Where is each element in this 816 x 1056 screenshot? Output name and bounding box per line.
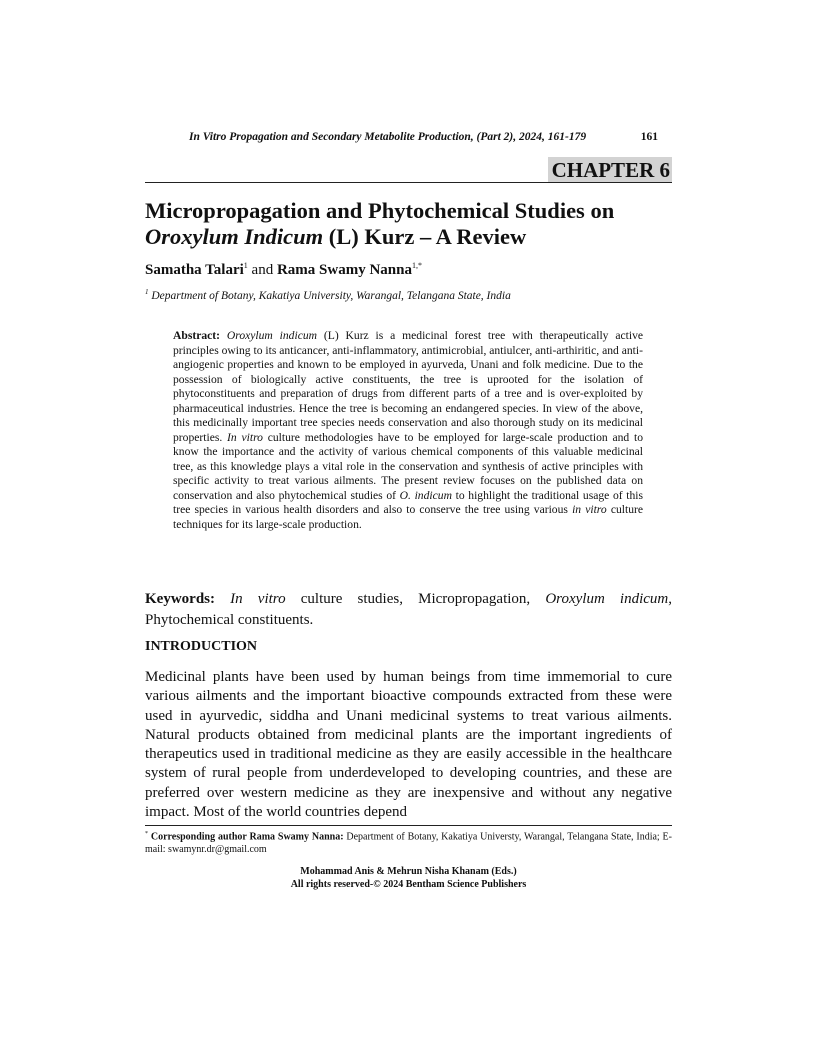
keyword-invitro: In vitro [230, 591, 286, 607]
abstract-text-4: culture techniques for its large-scale production. [173, 503, 644, 531]
author-1-sup: 1 [243, 261, 248, 270]
page-number: 161 [640, 131, 658, 143]
paper-title [145, 198, 672, 250]
footnote-text: Department of Botany, Kakatiya Universty, Warangal, Telangana State, India; E-mail: swamynr.dr@gmail.com [145, 831, 672, 855]
abstract-text-3: to highlight the traditional usage of this tree species in various health disorders and also to conserve the tree using various [173, 488, 643, 516]
author-2: Rama Swamy Nanna [276, 262, 412, 278]
keywords-label: Keywords: [145, 591, 215, 607]
keyword-species: Oroxylum indicum [545, 591, 669, 607]
rights-line: All rights reserved-© 2024 Bentham Science Publishers [290, 878, 527, 890]
introduction-heading: INTRODUCTION [145, 639, 258, 654]
author-2-sup: 1,* [411, 261, 422, 270]
affiliation-text: Department of Botany, Kakatiya University, Warangal, Telangana State, India [151, 289, 511, 302]
footnote-label: Corresponding author Rama Swamy Nanna: [150, 831, 344, 843]
footnote [145, 828, 672, 856]
abstract-species-short: O. indicum [399, 488, 452, 502]
footnote-sup: * [145, 831, 148, 837]
abstract [173, 329, 643, 532]
introduction-text: Medicinal plants have been used by human beings from time immemorial to cure various ailments and the important bioactive compounds extracted from these were used in ayurvedic, siddha and Unani medicinal systems to treat various ailments. Natural products obtained from medicinal plants are the important ingredients of therapeutics used in traditional medicine as they are easily accessible in the healthcare system of rural people from underdeveloped to developing countries, and these are preferred over western medicine as they are inexpensive and without any negative impact. Most of the world countries depend [145, 669, 672, 821]
abstract-invitro-2: in vitro [572, 503, 607, 516]
author-list [145, 262, 422, 278]
author-1: Samatha Talari [145, 262, 244, 278]
title-species: Oroxylum Indicum [145, 223, 324, 249]
chapter-label: CHAPTER 6 [548, 157, 672, 182]
affiliation [145, 288, 511, 302]
abstract-label: Abstract: [173, 329, 221, 342]
abstract-species: Oroxylum indicum [226, 329, 318, 342]
abstract-text-1: (L) Kurz is a medicinal forest tree with therapeutically active principles owing to its anticancer, anti-inflammatory, antimicrobial, antiulcer, anti-arthiritic, and anti-angiogenic properties and known to be employed in ayurveda, Unani and folk medicine. Due to the possession of biologically active constituents, the tree is uprooted for the isolation of phytoconstituents and preparation of drugs from different parts of a tree and is over-exploited by pharmaceutical industries. Hence the tree is becoming an endangered species. In view of the above, this medicinally important tree species needs conservation and also thorough study on its medicinal properties. [173, 329, 644, 444]
title-line-1: Micropropagation and Phytochemical Studies on [145, 198, 615, 223]
author-conjunction: and [251, 262, 274, 278]
title-divider [145, 182, 672, 183]
title-rest: (L) Kurz – A Review [328, 223, 527, 249]
journal-title: In Vitro Propagation and Secondary Metabolite Production, (Part 2), 2024, 161-179 [189, 131, 587, 143]
abstract-invitro-1: In vitro [227, 430, 263, 444]
keyword-rest: culture studies, Micropropagation, [300, 591, 531, 607]
abstract-text-2: culture methodologies have to be employed for large-scale production and to know the importance and the activity of various chemical components of this valuable medicinal tree, as this knowledge plays a vital role in the conservation and synthesis of active principles with specific activity to treat various ailments. The present review focuses on the published data on conservation and also phytochemical studies of [173, 430, 643, 502]
publisher-info [145, 866, 672, 891]
keywords [145, 589, 672, 631]
keyword-tail: , Phytochemical constituents. [145, 591, 673, 628]
footnote-divider [145, 825, 672, 826]
affiliation-sup: 1 [145, 288, 149, 296]
editors-line: Mohammad Anis & Mehrun Nisha Khanam (Eds.) [300, 866, 517, 877]
